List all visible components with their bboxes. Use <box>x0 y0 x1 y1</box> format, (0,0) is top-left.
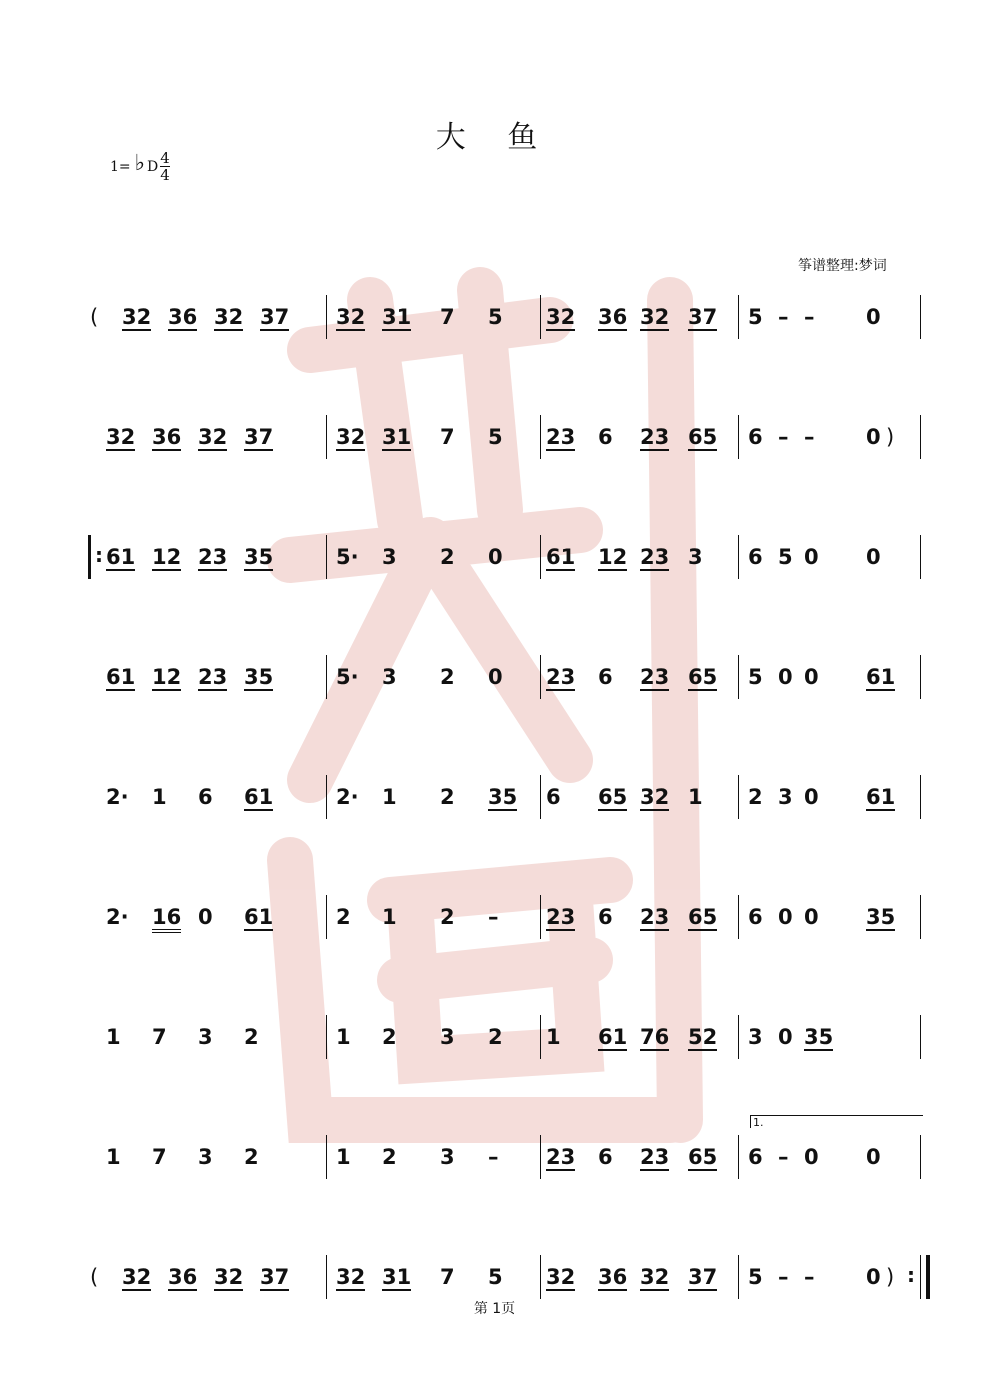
note-group: 3 <box>440 1025 455 1049</box>
barline <box>326 775 327 819</box>
note-group: 23 <box>640 905 670 929</box>
note-group: 61 <box>244 905 274 929</box>
note-group: 32 <box>336 1265 366 1289</box>
note-group: 23 <box>546 425 576 449</box>
note-group: 35 <box>804 1025 834 1049</box>
note-group: 2 <box>748 785 763 809</box>
note-group: 2 <box>382 1025 397 1049</box>
note-group: 23 <box>546 905 576 929</box>
note-group: 5 <box>748 665 763 689</box>
note-group: 23 <box>640 1145 670 1169</box>
note-group: 7 <box>152 1025 167 1049</box>
note-group: 61 <box>866 785 896 809</box>
note-group: 23 <box>640 545 670 569</box>
staff-row <box>88 295 923 355</box>
note-group: 0 <box>866 425 881 449</box>
note-group: 7 <box>440 1265 455 1289</box>
note-group: 1 <box>106 1025 121 1049</box>
note-group: 12 <box>598 545 628 569</box>
barline <box>738 295 739 339</box>
note-group: 32 <box>106 425 136 449</box>
barline <box>540 895 541 939</box>
note-group: 3 <box>688 545 703 569</box>
note-group: 3 <box>440 1145 455 1169</box>
dash-extension: – <box>778 1145 789 1169</box>
barline <box>920 1015 921 1059</box>
page-footer: 第 1页 <box>473 1301 516 1317</box>
final-repeat-barline <box>920 1255 930 1299</box>
barline <box>920 895 921 939</box>
note-group: 61 <box>106 545 136 569</box>
key-signature <box>110 150 170 183</box>
note-group: 23 <box>198 665 228 689</box>
barline <box>540 535 541 579</box>
barline <box>326 1255 327 1299</box>
staff-row <box>88 655 923 715</box>
note-group: 6 <box>598 1145 613 1169</box>
close-paren: ) <box>886 1265 895 1289</box>
barline <box>540 1015 541 1059</box>
note-group: 0 <box>778 665 793 689</box>
note-group: 36 <box>152 425 182 449</box>
note-group: 0 <box>804 545 819 569</box>
note-group: 5 <box>488 305 503 329</box>
barline <box>540 295 541 339</box>
note-group: 23 <box>546 1145 576 1169</box>
note-group: 32 <box>546 1265 576 1289</box>
note-group: 61 <box>106 665 136 689</box>
note-group: 1 <box>688 785 703 809</box>
note-group: 65 <box>688 905 718 929</box>
dash-extension: – <box>804 1265 815 1289</box>
time-signature-top: 4 <box>160 149 170 167</box>
barline <box>738 1255 739 1299</box>
note-group: 36 <box>168 305 198 329</box>
note-group: 1 <box>546 1025 561 1049</box>
note-group: 0 <box>804 665 819 689</box>
barline <box>540 1135 541 1179</box>
note-group: 0 <box>866 1265 881 1289</box>
note-group: 5 <box>488 425 503 449</box>
note-group: 6 <box>748 425 763 449</box>
staff-row <box>88 1135 923 1195</box>
note-group: 3 <box>748 1025 763 1049</box>
barline <box>920 1135 921 1179</box>
note-group: 61 <box>598 1025 628 1049</box>
barline <box>540 655 541 699</box>
note-group: 1 <box>106 1145 121 1169</box>
note-group: 1 <box>382 905 397 929</box>
note-group: 2 <box>244 1145 259 1169</box>
note-group: 0 <box>866 1145 881 1169</box>
note-group: 37 <box>688 305 718 329</box>
note-group: 52 <box>688 1025 718 1049</box>
open-paren: ( <box>90 1265 99 1289</box>
note-group: 0 <box>488 665 503 689</box>
flat-sign: ♭ <box>134 151 146 176</box>
barline <box>920 295 921 339</box>
staff-row <box>88 415 923 475</box>
note-group: 0 <box>866 545 881 569</box>
time-signature <box>160 150 170 183</box>
key-prefix: 1= <box>110 158 131 175</box>
note-group: 2 <box>440 545 455 569</box>
note-group: 23 <box>640 665 670 689</box>
note-group: 6 <box>598 665 613 689</box>
note-group: 32 <box>214 1265 244 1289</box>
note-group: 0 <box>804 785 819 809</box>
note-group: 23 <box>546 665 576 689</box>
dash-extension: – <box>778 1265 789 1289</box>
barline <box>540 415 541 459</box>
barline <box>540 775 541 819</box>
note-group: 5 <box>778 545 793 569</box>
note-group: 61 <box>866 665 896 689</box>
arranger-credit: 筝谱整理:梦词 <box>798 258 887 274</box>
dash-extension: – <box>488 905 499 929</box>
note-group: 32 <box>122 1265 152 1289</box>
dash-extension: – <box>778 425 789 449</box>
note-group: 1 <box>336 1145 351 1169</box>
note-group: 2· <box>106 905 129 929</box>
note-group: 65 <box>688 425 718 449</box>
dash-extension: – <box>488 1145 499 1169</box>
note-group: 7 <box>152 1145 167 1169</box>
note-group: 65 <box>598 785 628 809</box>
note-group: 32 <box>640 305 670 329</box>
note-group: 32 <box>214 305 244 329</box>
note-group: 23 <box>198 545 228 569</box>
note-group: 5· <box>336 665 359 689</box>
note-group: 31 <box>382 305 412 329</box>
note-group: 0 <box>488 545 503 569</box>
note-group: 35 <box>866 905 896 929</box>
close-paren: ) <box>886 425 895 449</box>
open-paren: ( <box>90 305 99 329</box>
note-group: 35 <box>488 785 518 809</box>
note-group: 1 <box>382 785 397 809</box>
barline <box>326 1135 327 1179</box>
note-group: 6 <box>598 425 613 449</box>
staff-row <box>88 775 923 835</box>
barline <box>540 1255 541 1299</box>
note-group: 76 <box>640 1025 670 1049</box>
barline <box>326 895 327 939</box>
note-group: 1 <box>152 785 167 809</box>
note-group: 6 <box>546 785 561 809</box>
note-group: 6 <box>748 905 763 929</box>
note-group: 3 <box>382 545 397 569</box>
note-group: 3 <box>382 665 397 689</box>
barline <box>920 775 921 819</box>
dash-extension: – <box>804 425 815 449</box>
note-group: 36 <box>168 1265 198 1289</box>
volta-label: 1. <box>753 1116 764 1129</box>
barline <box>738 655 739 699</box>
time-signature-bottom: 4 <box>160 166 170 184</box>
barline <box>326 1015 327 1059</box>
barline <box>920 535 921 579</box>
volta-bracket <box>750 1115 923 1128</box>
note-group: 5 <box>748 1265 763 1289</box>
note-group: 6 <box>598 905 613 929</box>
note-group: 5 <box>488 1265 503 1289</box>
note-group: 2 <box>244 1025 259 1049</box>
barline <box>738 1015 739 1059</box>
note-group: 32 <box>198 425 228 449</box>
note-group: 2· <box>106 785 129 809</box>
note-group: 32 <box>336 305 366 329</box>
note-group: 0 <box>804 1145 819 1169</box>
staff-row <box>88 535 923 595</box>
dash-extension: – <box>778 305 789 329</box>
note-group: 2· <box>336 785 359 809</box>
note-group: 61 <box>244 785 274 809</box>
barline <box>326 535 327 579</box>
barline <box>738 895 739 939</box>
note-group: 6 <box>748 545 763 569</box>
note-group: 31 <box>382 1265 412 1289</box>
note-group: 37 <box>260 305 290 329</box>
barline <box>738 535 739 579</box>
note-group: 23 <box>640 425 670 449</box>
note-group: 12 <box>152 545 182 569</box>
barline <box>738 775 739 819</box>
note-group: 1 <box>336 1025 351 1049</box>
note-group: 36 <box>598 305 628 329</box>
note-group: 3 <box>198 1025 213 1049</box>
barline <box>326 295 327 339</box>
note-group: 65 <box>688 665 718 689</box>
note-group: 0 <box>778 905 793 929</box>
note-group: 2 <box>488 1025 503 1049</box>
note-group: 36 <box>598 1265 628 1289</box>
note-group: 37 <box>244 425 274 449</box>
note-group: 16 <box>152 905 181 933</box>
note-group: 0 <box>804 905 819 929</box>
note-group: 3 <box>778 785 793 809</box>
staff-row <box>88 895 923 955</box>
note-group: 61 <box>546 545 576 569</box>
note-group: 0 <box>866 305 881 329</box>
note-group: 32 <box>546 305 576 329</box>
note-group: 2 <box>440 785 455 809</box>
note-group: 6 <box>198 785 213 809</box>
note-group: 35 <box>244 665 274 689</box>
repeat-start-sign <box>88 535 99 579</box>
key-letter: D <box>147 158 159 175</box>
note-group: 32 <box>640 1265 670 1289</box>
note-group: 37 <box>688 1265 718 1289</box>
note-group: 5 <box>748 305 763 329</box>
barline <box>738 415 739 459</box>
barline <box>738 1135 739 1179</box>
note-group: 32 <box>122 305 152 329</box>
note-group: 7 <box>440 305 455 329</box>
note-group: 5· <box>336 545 359 569</box>
barline <box>326 655 327 699</box>
score-title: 大 鱼 <box>435 120 554 155</box>
note-group: 65 <box>688 1145 718 1169</box>
note-group: 32 <box>640 785 670 809</box>
barline <box>920 655 921 699</box>
barline <box>920 415 921 459</box>
note-group: 2 <box>336 905 351 929</box>
note-group: 37 <box>260 1265 290 1289</box>
note-group: 0 <box>778 1025 793 1049</box>
note-group: 6 <box>748 1145 763 1169</box>
note-group: 32 <box>336 425 366 449</box>
barline <box>326 415 327 459</box>
staff-row <box>88 1015 923 1075</box>
note-group: 2 <box>440 665 455 689</box>
note-group: 7 <box>440 425 455 449</box>
note-group: 2 <box>440 905 455 929</box>
dash-extension: – <box>804 305 815 329</box>
note-group: 2 <box>382 1145 397 1169</box>
note-group: 31 <box>382 425 412 449</box>
note-group: 3 <box>198 1145 213 1169</box>
note-group: 0 <box>198 905 213 929</box>
note-group: 12 <box>152 665 182 689</box>
note-group: 35 <box>244 545 274 569</box>
